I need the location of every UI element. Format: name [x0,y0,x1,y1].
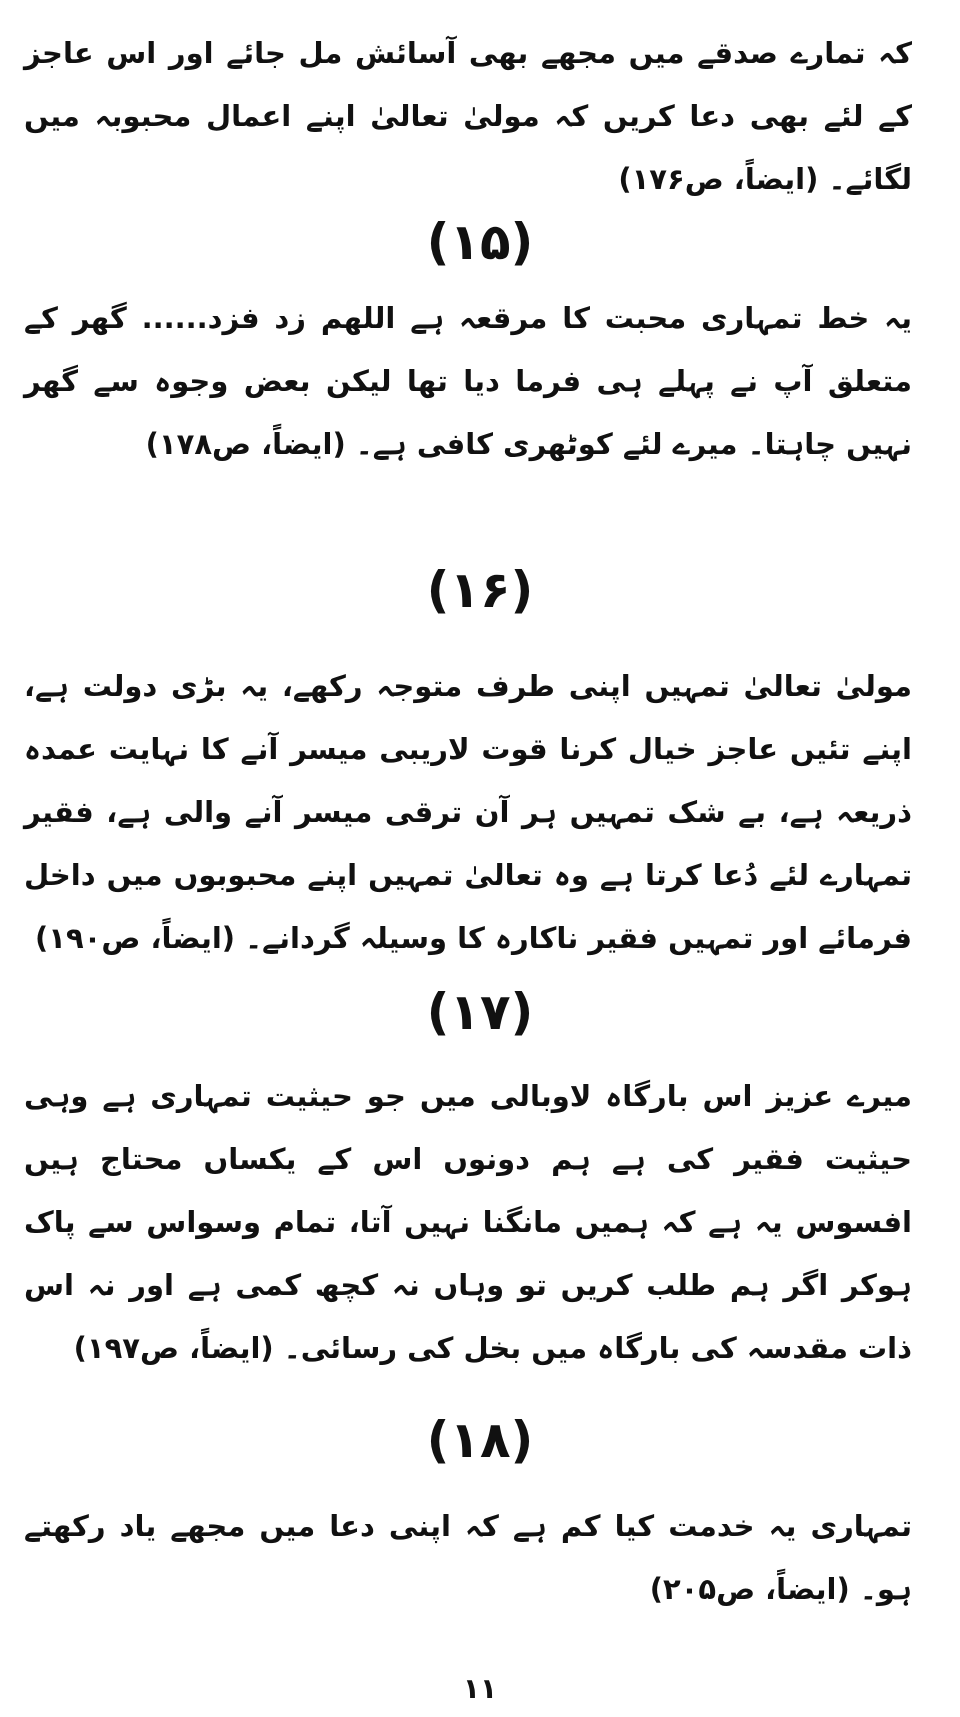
section-heading-18: (۱۸) [426,1411,534,1469]
section-heading-17: (۱۷) [426,983,534,1041]
paragraph-17: میرے عزیز اس بارگاہ لاوبالی میں جو حیثیت تمہاری ہے وہی حیثیت فقیر کی ہے ہم دونوں اس کے یکساں محتاج ہیں افسوس یہ ہے کہ ہمیں مانگنا نہیں آتا، تمام وسواس سے پاک ہوکر اگر ہم طلب کریں تو وہاں نہ کچھ کمی ہے اور نہ اس ذات مقدسہ کی بارگاہ میں بخل کی رسائی۔ (ایضاً، ص۱۹۷) [24,1079,912,1365]
paragraph-18: تمہاری یہ خدمت کیا کم ہے کہ اپنی دعا میں مجھے یاد رکھتے ہو۔ (ایضاً، ص۲۰۵) [24,1509,912,1606]
paragraph-16: مولیٰ تعالیٰ تمہیں اپنی طرف متوجہ رکھے، یہ بڑی دولت ہے، اپنے تئیں عاجز خیال کرنا قوت لاریبی میسر آنے کا نہایت عمدہ ذریعہ ہے، بے شک تمہیں ہر آن ترقی میسر آنے والی ہے، فقیر تمہارے لئے دُعا کرتا ہے وہ تعالیٰ تمہیں اپنے محبوبوں میں داخل فرمائے اور تمہیں فقیر ناکارہ کا وسیلہ گردانے۔ (ایضاً، ص۱۹۰) [24,669,912,955]
section-heading-15: (۱۵) [426,213,534,271]
paragraph-15: یہ خط تمہاری محبت کا مرقعہ ہے اللھم زد فزد...... گھر کے متعلق آپ نے پہلے ہی فرما دیا تھا لیکن بعض وجوہ سے گھر نہیں چاہتا۔ میرے لئے کوٹھری کافی ہے۔ (ایضاً، ص۱۷۸) [24,301,912,461]
page-number: ۱۱ [462,1672,498,1705]
paragraph-14-continued: کہ تمارے صدقے میں مجھے بھی آسائش مل جائے اور اس عاجز کے لئے بھی دعا کریں کہ مولیٰ تعالیٰ اپنے اعمال محبوبہ میں لگائے۔ (ایضاً، ص۱۷۶) [24,36,912,196]
section-heading-16: (۱۶) [426,561,534,619]
